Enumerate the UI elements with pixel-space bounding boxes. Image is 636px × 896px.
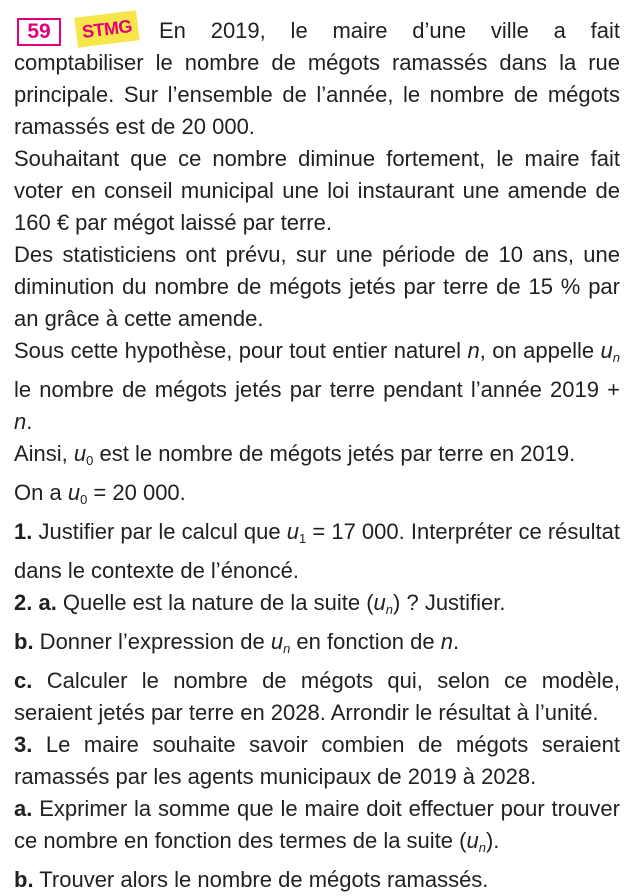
paragraph-amende: Souhaitant que ce nombre diminue fortement, le maire fait voter en conseil municipal une loi instaurant une amende de 160 € par mégot laissé par terre. (14, 146, 620, 235)
question-3b: b. Trouver alors le nombre de mégots ramassés. (14, 867, 489, 892)
paragraph-hypothese: Sous cette hypothèse, pour tout entier naturel n, on appelle un le nombre de mégots jetés par terre pendant l’année 2019 + n. (14, 338, 621, 434)
question-3: 3. Le maire souhaite savoir combien de mégots seraient ramassés par les agents municipaux de 2019 à 2028. (14, 732, 620, 789)
paragraph-statisticiens: Des statisticiens ont prévu, sur une période de 10 ans, une diminution du nombre de mégots jetés par terre de 15 % par an grâce à cette amende. (14, 242, 620, 331)
question-2b: b. Donner l’expression de un en fonction de n. (14, 629, 460, 656)
exercise-number-badge: 59 (17, 18, 61, 46)
paragraph-intro: En 2019, le maire d’une ville a fait comptabiliser le nombre de mégots ramassés dans la rue principale. Sur l’ensemble de l’année, le nombre de mégots ramassés est de 20 000. (14, 18, 620, 139)
stmg-tag: STMG (74, 10, 139, 47)
question-1: 1. Justifier par le calcul que $u_1 = 17$ 000. Interpréter ce résultat dans le contexte de l’énoncé. (14, 519, 620, 583)
question-2a: 2. a. Quelle est la nature de la suite (un) ? Justifier. (14, 590, 506, 617)
question-2c: c. Calculer le nombre de mégots qui, selon ce modèle, seraient jetés par terre en 2028. Arrondir le résultat à l’unité. (14, 668, 620, 725)
paragraph-u0: On a $u_0 = 20$ 000. (14, 480, 186, 507)
exercise-text (14, 15, 620, 896)
question-3a: a. Exprimer la somme que le maire doit effectuer pour trouver ce nombre en fonction des termes de la suite (un). (14, 796, 620, 855)
paragraph-ainsi: Ainsi, $u_0$ est le nombre de mégots jetés par terre en 2019. (14, 441, 576, 468)
